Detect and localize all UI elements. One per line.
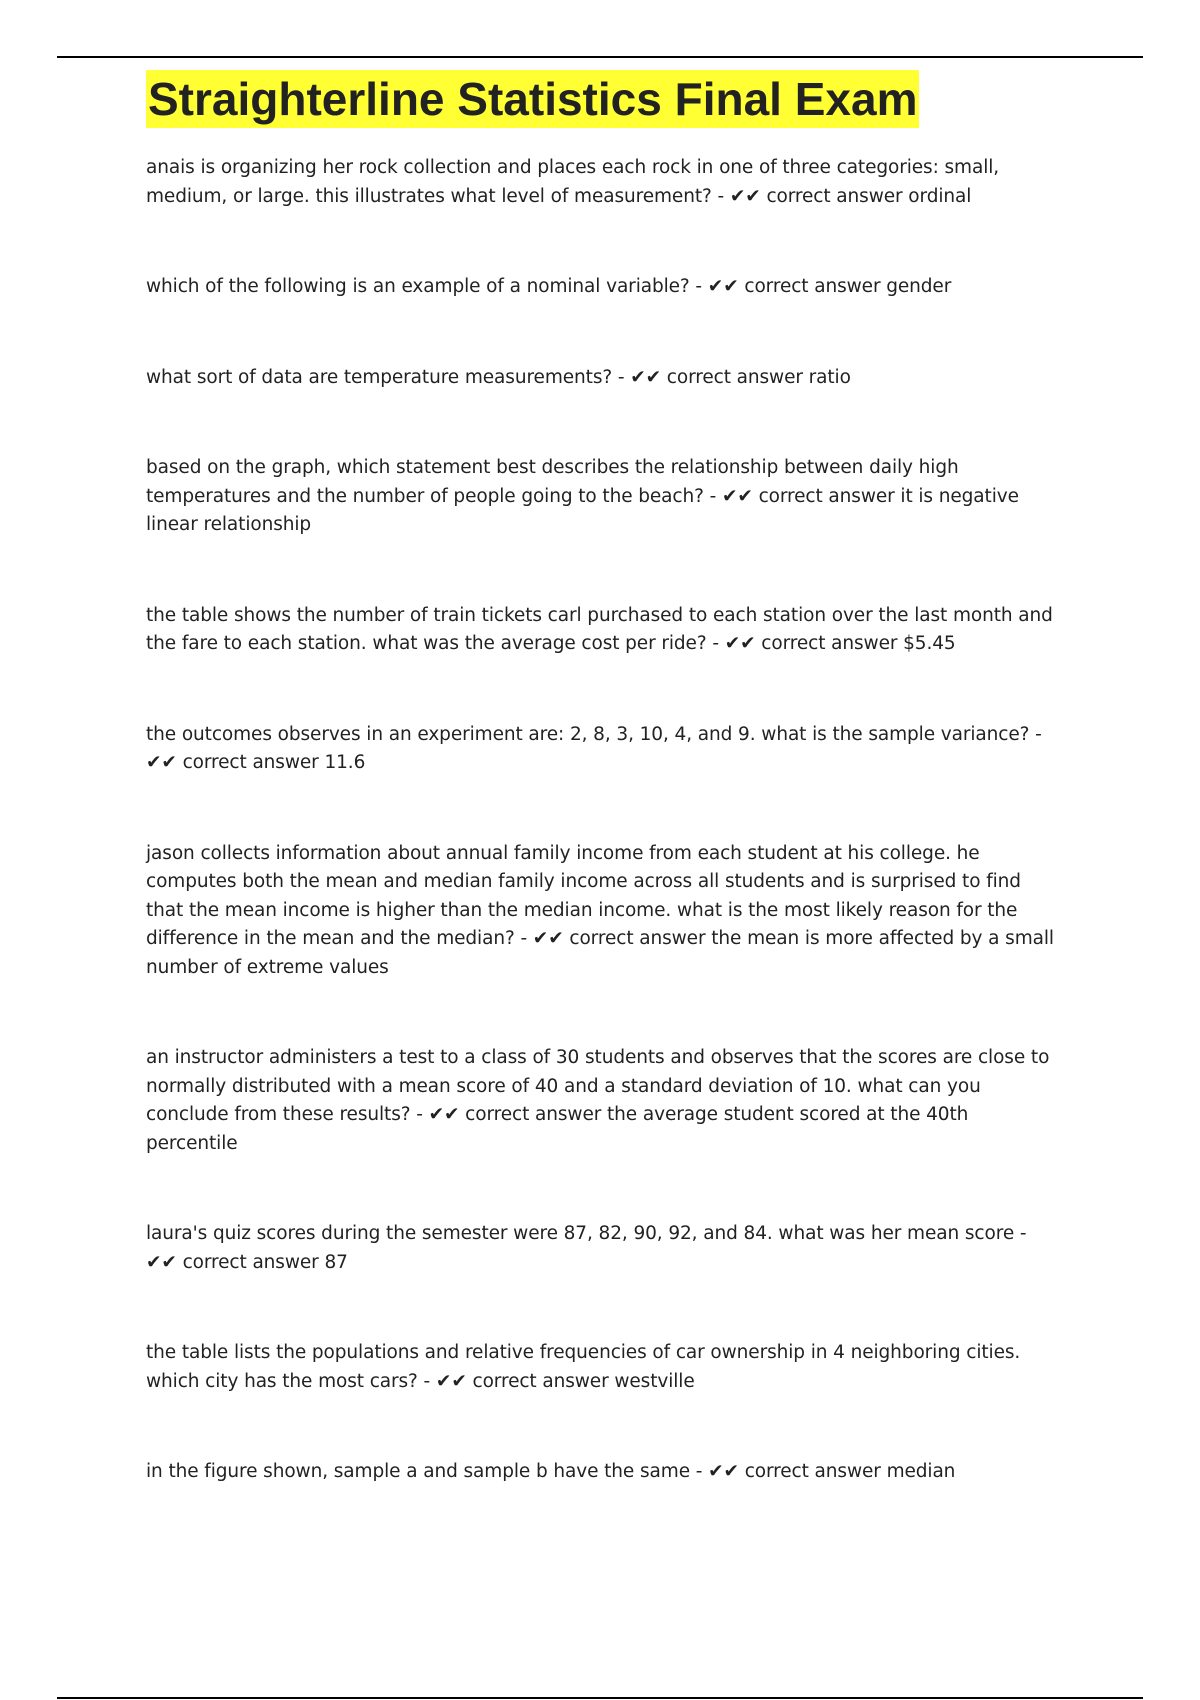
question-text: what sort of data are temperature measurements?: [146, 366, 613, 388]
document-body: [146, 70, 1056, 1487]
question-text: an instructor administers a test to a class of 30 students and observes that the scores are close to normally distributed with a mean score of 40 and a standard deviation of 10. what can you conclude from these results?: [146, 1047, 1050, 1125]
question-list: [146, 154, 1056, 1487]
answer-separator: - ✔✔ correct answer: [146, 723, 1042, 773]
question-text: which of the following is an example of a nominal variable?: [146, 276, 690, 297]
question-text: in the figure shown, sample a and sample b have the same: [146, 1461, 690, 1482]
qa-item: [146, 364, 1056, 393]
answer-separator: - ✔✔ correct answer: [410, 1104, 608, 1125]
question-text: jason collects information about annual family income from each student at his college. he computes both the mean and median family income across all students and is surprised to find that the mean income is higher than the median income. what is the most likely reason for the difference in the mean and the median?: [146, 842, 1021, 949]
qa-item: [146, 602, 1056, 659]
answer-separator: - ✔✔ correct answer: [711, 185, 909, 207]
answer-text: $5.45: [903, 633, 956, 654]
question-text: the outcomes observes in an experiment are: 2, 8, 3, 10, 4, and 9. what is the sample variance?: [146, 723, 1030, 745]
question-text: based on the graph, which statement best describes the relationship between daily high temperatures and the number of people going to the beach?: [146, 457, 959, 507]
answer-text: ratio: [808, 366, 851, 388]
answer-text: the mean is more affected by a small number of extreme values: [146, 928, 1054, 978]
answer-separator: - ✔✔ correct answer: [703, 485, 901, 507]
answer-text: ordinal: [908, 185, 972, 207]
title-block: [146, 70, 1056, 128]
qa-item: [146, 273, 1056, 302]
bottom-rule: [57, 1697, 1143, 1699]
qa-item: [146, 721, 1056, 778]
answer-text: westville: [614, 1370, 695, 1392]
answer-text: the average student scored at the 40th percentile: [146, 1104, 969, 1154]
question-text: the table lists the populations and relative frequencies of car ownership in 4 neighboring cities. which city has the most cars?: [146, 1342, 1021, 1392]
qa-item: [146, 154, 1056, 211]
qa-item: [146, 454, 1056, 540]
answer-separator: - ✔✔ correct answer: [146, 1223, 1027, 1273]
qa-item: [146, 1044, 1056, 1158]
document-title: Straighterline Statistics Final Exam: [146, 70, 919, 128]
question-text: laura's quiz scores during the semester were 87, 82, 90, 92, and 84. what was her mean score: [146, 1223, 1015, 1244]
question-text: anais is organizing her rock collection and places each rock in one of three categories: small, medium, or large. this illustrates what level of measurement?: [146, 157, 1000, 207]
answer-separator: - ✔✔ correct answer: [612, 366, 809, 388]
answer-text: 11.6: [324, 752, 366, 773]
answer-text: it is negative linear relationship: [146, 485, 1019, 535]
answer-text: median: [886, 1461, 956, 1482]
answer-separator: - ✔✔ correct answer: [689, 1461, 887, 1482]
answer-text: 87: [324, 1251, 348, 1273]
answer-separator: - ✔✔ correct answer: [706, 633, 904, 654]
answer-separator: - ✔✔ correct answer: [689, 276, 887, 297]
top-rule: [57, 56, 1143, 58]
qa-item: [146, 1220, 1056, 1277]
answer-separator: - ✔✔ correct answer: [417, 1370, 615, 1392]
answer-separator: - ✔✔ correct answer: [514, 928, 712, 949]
qa-item: [146, 1339, 1056, 1396]
qa-item: [146, 840, 1056, 983]
qa-item: [146, 1458, 1056, 1487]
answer-text: gender: [886, 276, 952, 297]
question-text: the table shows the number of train tickets carl purchased to each station over the last month and the fare to each station. what was the average cost per ride?: [146, 604, 1053, 654]
